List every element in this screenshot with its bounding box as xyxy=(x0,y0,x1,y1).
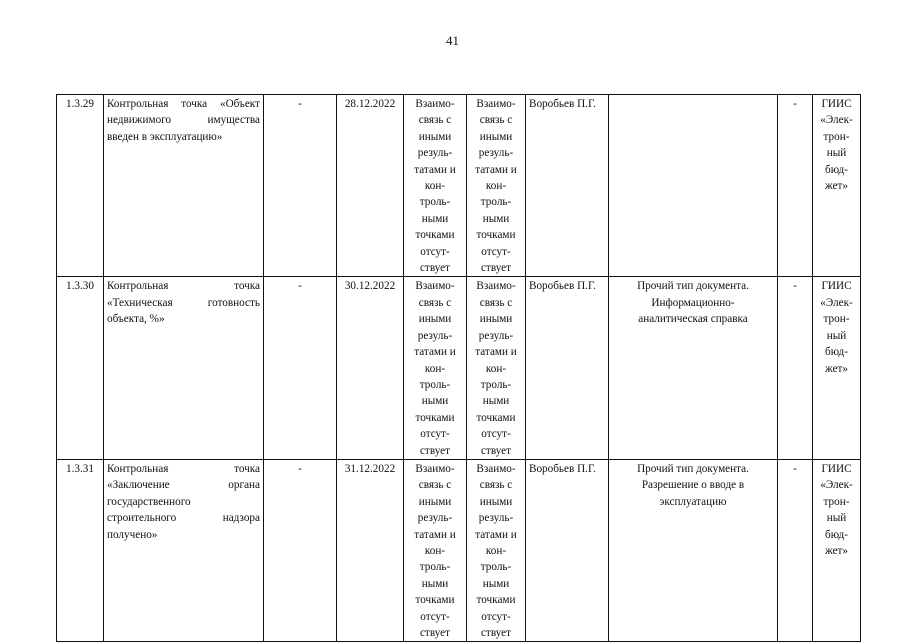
info-system: ГИИС «Элек- трон- ный бюд- жет» xyxy=(813,459,861,641)
base-value-cell: - xyxy=(264,95,337,277)
document-type: Прочий тип документа. Разрешение о вводе в эксплуатацию xyxy=(609,459,778,641)
responsible-person: Воробьев П.Г. xyxy=(526,277,609,459)
deadline-date: 31.12.2022 xyxy=(337,459,404,641)
successor-relation: Взаимо- связь с иными резуль- татами и кон- троль- ными точками отсут- ствует xyxy=(467,277,526,459)
base-value-cell: - xyxy=(264,459,337,641)
responsible-person: Воробьев П.Г. xyxy=(526,459,609,641)
predecessor-relation: Взаимо- связь с иными резуль- татами и кон- троль- ными точками отсут- ствует xyxy=(404,95,467,277)
control-point-name: Контрольная точка «Заключение органа государственного строительного надзора получено» xyxy=(104,459,264,641)
level-cell: - xyxy=(778,459,813,641)
predecessor-relation: Взаимо- связь с иными резуль- татами и кон- троль- ными точками отсут- ствует xyxy=(404,459,467,641)
info-system: ГИИС «Элек- трон- ный бюд- жет» xyxy=(813,277,861,459)
table-row xyxy=(57,95,861,277)
deadline-date: 28.12.2022 xyxy=(337,95,404,277)
level-cell: - xyxy=(778,95,813,277)
table-row xyxy=(57,459,861,641)
page-number: 41 xyxy=(446,33,459,48)
deadline-date: 30.12.2022 xyxy=(337,277,404,459)
successor-relation: Взаимо- связь с иными резуль- татами и кон- троль- ными точками отсут- ствует xyxy=(467,95,526,277)
responsible-person: Воробьев П.Г. xyxy=(526,95,609,277)
document-type xyxy=(609,95,778,277)
row-number: 1.3.29 xyxy=(57,95,104,277)
control-point-name: Контрольная точка «Техническая готовность объекта, %» xyxy=(104,277,264,459)
row-number: 1.3.31 xyxy=(57,459,104,641)
level-cell: - xyxy=(778,277,813,459)
control-points-table xyxy=(56,94,861,642)
row-number: 1.3.30 xyxy=(57,277,104,459)
table-row xyxy=(57,277,861,459)
document-type: Прочий тип документа. Информационно- аналитическая справка xyxy=(609,277,778,459)
info-system: ГИИС «Элек- трон- ный бюд- жет» xyxy=(813,95,861,277)
base-value-cell: - xyxy=(264,277,337,459)
predecessor-relation: Взаимо- связь с иными резуль- татами и кон- троль- ными точками отсут- ствует xyxy=(404,277,467,459)
successor-relation: Взаимо- связь с иными резуль- татами и кон- троль- ными точками отсут- ствует xyxy=(467,459,526,641)
control-point-name: Контрольная точка «Объект недвижимого имущества введен в эксплуатацию» xyxy=(104,95,264,277)
